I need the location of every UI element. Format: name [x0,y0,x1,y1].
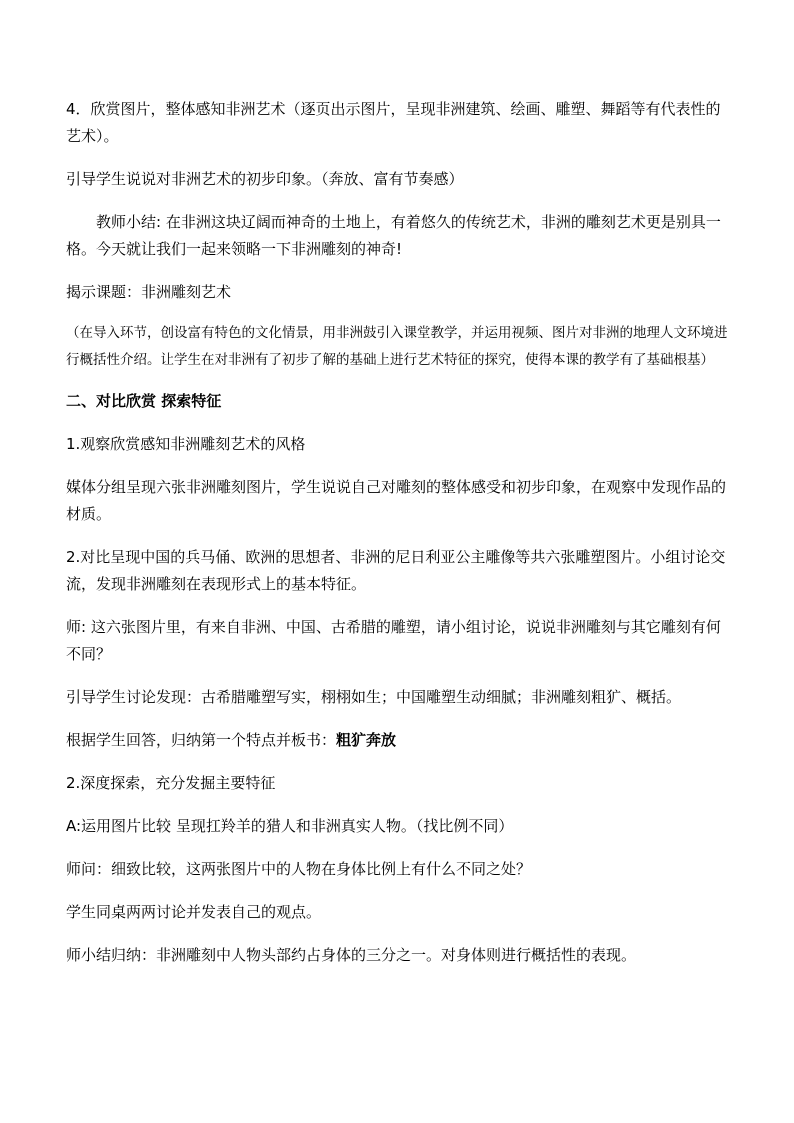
first-feature-prefix: 根据学生回答，归纳第一个特点并板书： [66,731,337,749]
paragraph-compare-sculptures: 2.对比呈现中国的兵马俑、欧洲的思想者、非洲的尼日利亚公主雕像等共六张雕塑图片。小组讨论交流，发现非洲雕刻在表现形式上的基本特征。 [66,548,726,593]
paragraph-deep-explore: 2.深度探索，充分发掘主要特征 [66,774,276,792]
paragraph-picture-compare: A:运用图片比较 呈现扛羚羊的猎人和非洲真实人物。（找比例不同） [66,817,514,835]
paragraph-media-group: 媒体分组呈现六张非洲雕刻图片，学生说说自己对雕刻的整体感受和初步印象，在观察中发现作品的材质。 [66,478,727,523]
paragraph-observe-style: 1.观察欣赏感知非洲雕刻艺术的风格 [66,435,306,453]
document-page [66,96,728,969]
paragraph-guide-impression: 引导学生说说对非洲艺术的初步印象。（奔放、富有节奏感） [66,170,464,188]
section-heading-compare: 二、对比欣赏 探索特征 [66,392,222,410]
paragraph-pair-discussion: 学生同桌两两讨论并发表自己的观点。 [66,903,322,921]
paragraph-teacher-summary: 教师小结: 在非洲这块辽阔而神奇的土地上，有着悠久的传统艺术，非洲的雕刻艺术更是别具一格。今天就让我们一起来领略一下非洲雕刻的神奇! [66,213,721,258]
paragraph-first-feature [66,727,728,754]
paragraph-reveal-topic: 揭示课题：非洲雕刻艺术 [66,283,232,301]
first-feature-bold: 粗犷奔放 [336,731,397,749]
paragraph-discussion-findings: 引导学生讨论发现：古希腊雕塑写实，栩栩如生；中国雕塑生动细腻；非洲雕刻粗犷、概括。 [66,688,682,706]
paragraph-teacher-conclusion: 师小结归纳：非洲雕刻中人物头部约占身体的三分之一。对身体则进行概括性的表现。 [66,946,637,964]
paragraph-design-note: （在导入环节，创设富有特色的文化情景，用非洲鼓引入课堂教学，并运用视频、图片对非洲的地理人文环境进行概括性介绍。让学生在对非洲有了初步了解的基础上进行艺术特征的探究，使得本课的教学有了基础根基） [66,325,728,368]
paragraph-appreciate-pictures: 4．欣赏图片，整体感知非洲艺术（逐页出示图片，呈现非洲建筑、绘画、雕塑、舞蹈等有代表性的艺术）。 [66,100,721,145]
paragraph-teacher-question: 师: 这六张图片里，有来自非洲、中国、古希腊的雕塑，请小组讨论，说说非洲雕刻与其它雕刻有何不同？ [66,618,721,663]
paragraph-teacher-asks: 师问：细致比较，这两张图片中的人物在身体比例上有什么不同之处？ [66,860,532,878]
